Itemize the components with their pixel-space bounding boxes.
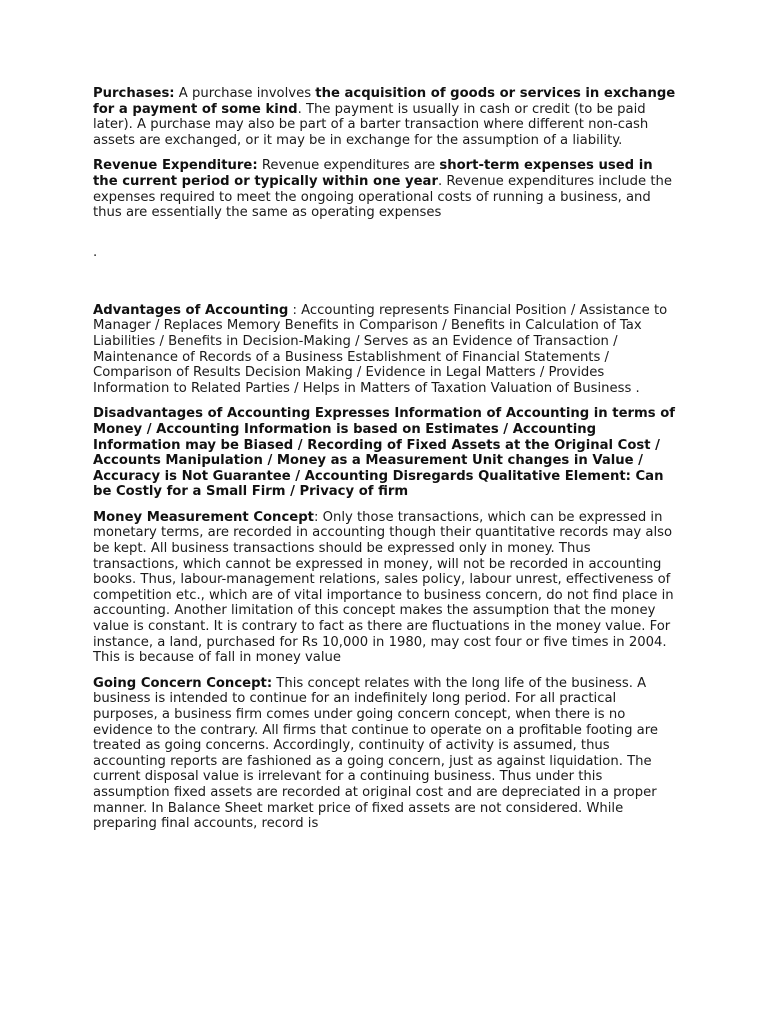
purchases-bold-text: the acquisition of goods or services in exchange for a payment of some kind (93, 86, 676, 117)
going-concern-text: This concept relates with the long life of the business. A business is intended to continue for an indefinitely long period. For all practical purposes, a business firm comes under going concern concept, when there is no evidence to the contrary. All firms that continue to operate on a profitable footing are treated as going concerns. Accordingly, continuity of activity is assumed, thus accounting reports are fashioned as a going concern, just as against liquidation. The current disposal value is irrelevant for a continuing business. Thus under this assumption fixed assets are recorded at original cost and are depreciated in a proper manner. In Balance Sheet market price of fixed assets are not considered. While preparing final accounts, record is (93, 675, 658, 832)
dot-paragraph: . (93, 244, 98, 260)
advantages-text: : Accounting represents Financial Position / Assistance to Manager / Replaces Memory Benefits in Comparison / Benefits in Calculation of Tax Liabilities / Benefits in Decision-Making / Serves as an Evidence of Transaction / Maintenance of Records of a Business Establishment of Financial Statements / Comparison of Results Decision Making / Evidence in Legal Matters / Provides Information to Related Parties / Helps in Matters of Taxation Valuation of Business . (93, 302, 668, 396)
money-measurement-heading: Money Measurement Concept (93, 509, 314, 525)
document-page (93, 86, 678, 842)
revenue-text-2: . Revenue expenditures include the expenses required to meet the ongoing operational costs of running a business, and thus are essentially the same as operating expenses (93, 173, 672, 221)
purchases-paragraph (93, 86, 678, 148)
purchases-text-1: A purchase involves (174, 86, 316, 101)
advantages-heading: Advantages of Accounting (93, 302, 289, 318)
revenue-text-1: Revenue expenditures are (257, 158, 440, 174)
going-concern-heading: Going Concern Concept: (93, 675, 273, 691)
money-measurement-text: : Only those transactions, which can be expressed in monetary terms, are recorded in accounting though their quantitative records may also be kept. All business transactions should be expressed only in money. Thus transactions, which cannot be expressed in money, will not be recorded in accounting books. Thus, labour-management relations, sales policy, labour unrest, effectiveness of competition etc., which are of vital importance to business concern, do not find place in accounting. Another limitation of this concept makes the assumption that the money value is constant. It is contrary to fact as there are fluctuations in the money value. For instance, a land, purchased for Rs 10,000 in 1980, may cost four or five times in 2004. This is because of fall in money value (93, 509, 674, 666)
money-measurement-paragraph (93, 510, 678, 666)
purchases-text-2: . The payment is usually in cash or credit (to be paid later). A purchase may also be part of a barter transaction where different non-cash assets are exchanged, or it may be in exchange for the assumption of a liability. (93, 101, 649, 148)
revenue-bold-text: short-term expenses used in the current period or typically within one year (93, 158, 653, 189)
revenue-heading: Revenue Expenditure: (93, 158, 258, 174)
purchases-heading: Purchases: (93, 86, 175, 101)
going-concern-paragraph (93, 676, 678, 832)
disadvantages-paragraph: Disadvantages of Accounting Expresses Information of Accounting in terms of Money / Accounting Information is based on Estimates / Accounting Information may be Biased / Recording of Fixed Assets at the Original Cost / Accounts Manipulation / Money as a Measurement Unit changes in Value / Accuracy is Not Guarantee / Accounting Disregards Qualitative Element: Can be Costly for a Small Firm / Privacy of firm (93, 406, 676, 500)
revenue-expenditure-paragraph (93, 158, 678, 220)
advantages-paragraph (93, 303, 678, 397)
